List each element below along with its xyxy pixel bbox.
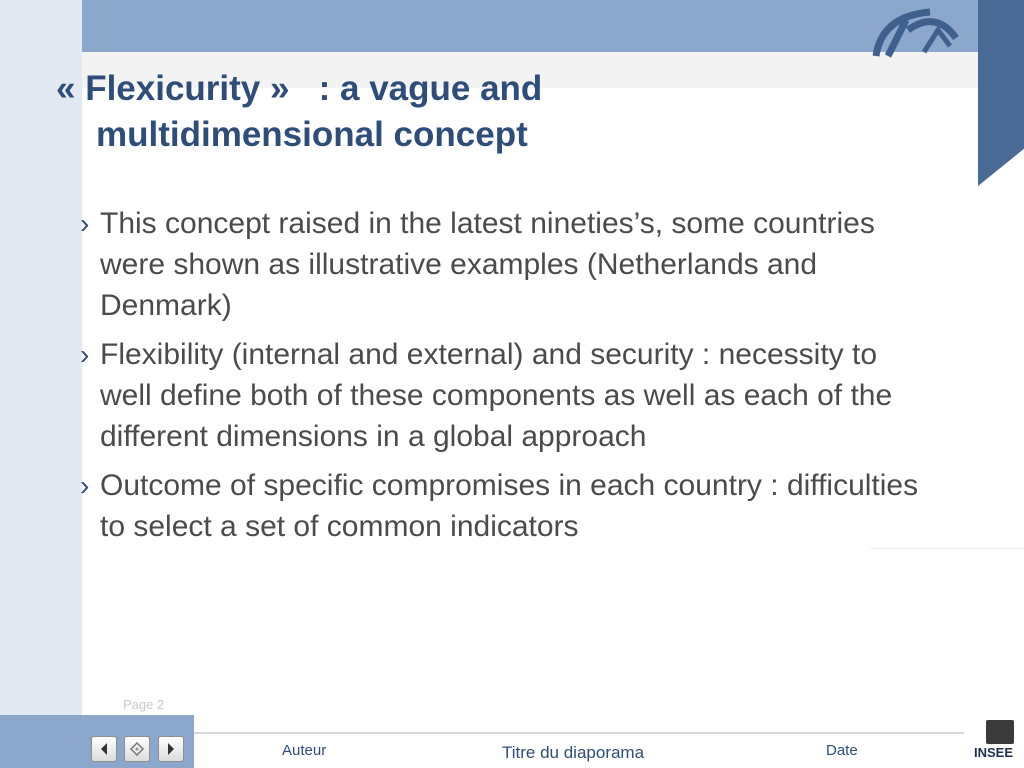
bullet-text: This concept raised in the latest nineties’s, some countries were shown as illustrative examples (Netherlands and Denmark)	[100, 207, 875, 322]
footer-date: Date	[826, 742, 858, 759]
bullet-list	[80, 203, 920, 555]
footer-presentation-title: Titre du diaporama	[502, 743, 645, 762]
header-band	[82, 0, 978, 52]
bullet-chevron-icon: ›	[80, 208, 90, 239]
page-number-label: Page 2	[123, 697, 165, 712]
previous-slide-button[interactable]	[91, 736, 117, 762]
home-icon	[129, 741, 145, 757]
insee-logo-text: INSEE	[974, 745, 1014, 760]
footer-divider	[194, 732, 964, 734]
bullet-chevron-icon: ›	[80, 470, 90, 501]
insee-logo-icon	[986, 720, 1014, 744]
next-slide-button[interactable]	[158, 736, 184, 762]
bullet-item	[80, 465, 920, 547]
right-decorative-panel	[978, 0, 1024, 186]
bullet-item	[80, 203, 920, 326]
footer-author: Auteur	[282, 742, 327, 759]
bullet-chevron-icon: ›	[80, 339, 90, 370]
slide-title	[56, 66, 676, 158]
insee-logo-mark-icon	[866, 4, 966, 66]
previous-arrow-icon	[99, 742, 109, 756]
slide-title-line2: multidimensional concept	[96, 115, 528, 154]
bullet-item	[80, 334, 920, 457]
bullet-text: Outcome of specific compromises in each country : difficulties to select a set of common indicators	[100, 469, 919, 543]
slide-title-line1: « Flexicurity » : a vague and	[56, 69, 543, 108]
next-arrow-icon	[166, 742, 176, 756]
bullet-text: Flexibility (internal and external) and security : necessity to well define both of these components as well as each of the different dimensions in a global approach	[100, 338, 893, 453]
home-button[interactable]	[124, 736, 150, 762]
